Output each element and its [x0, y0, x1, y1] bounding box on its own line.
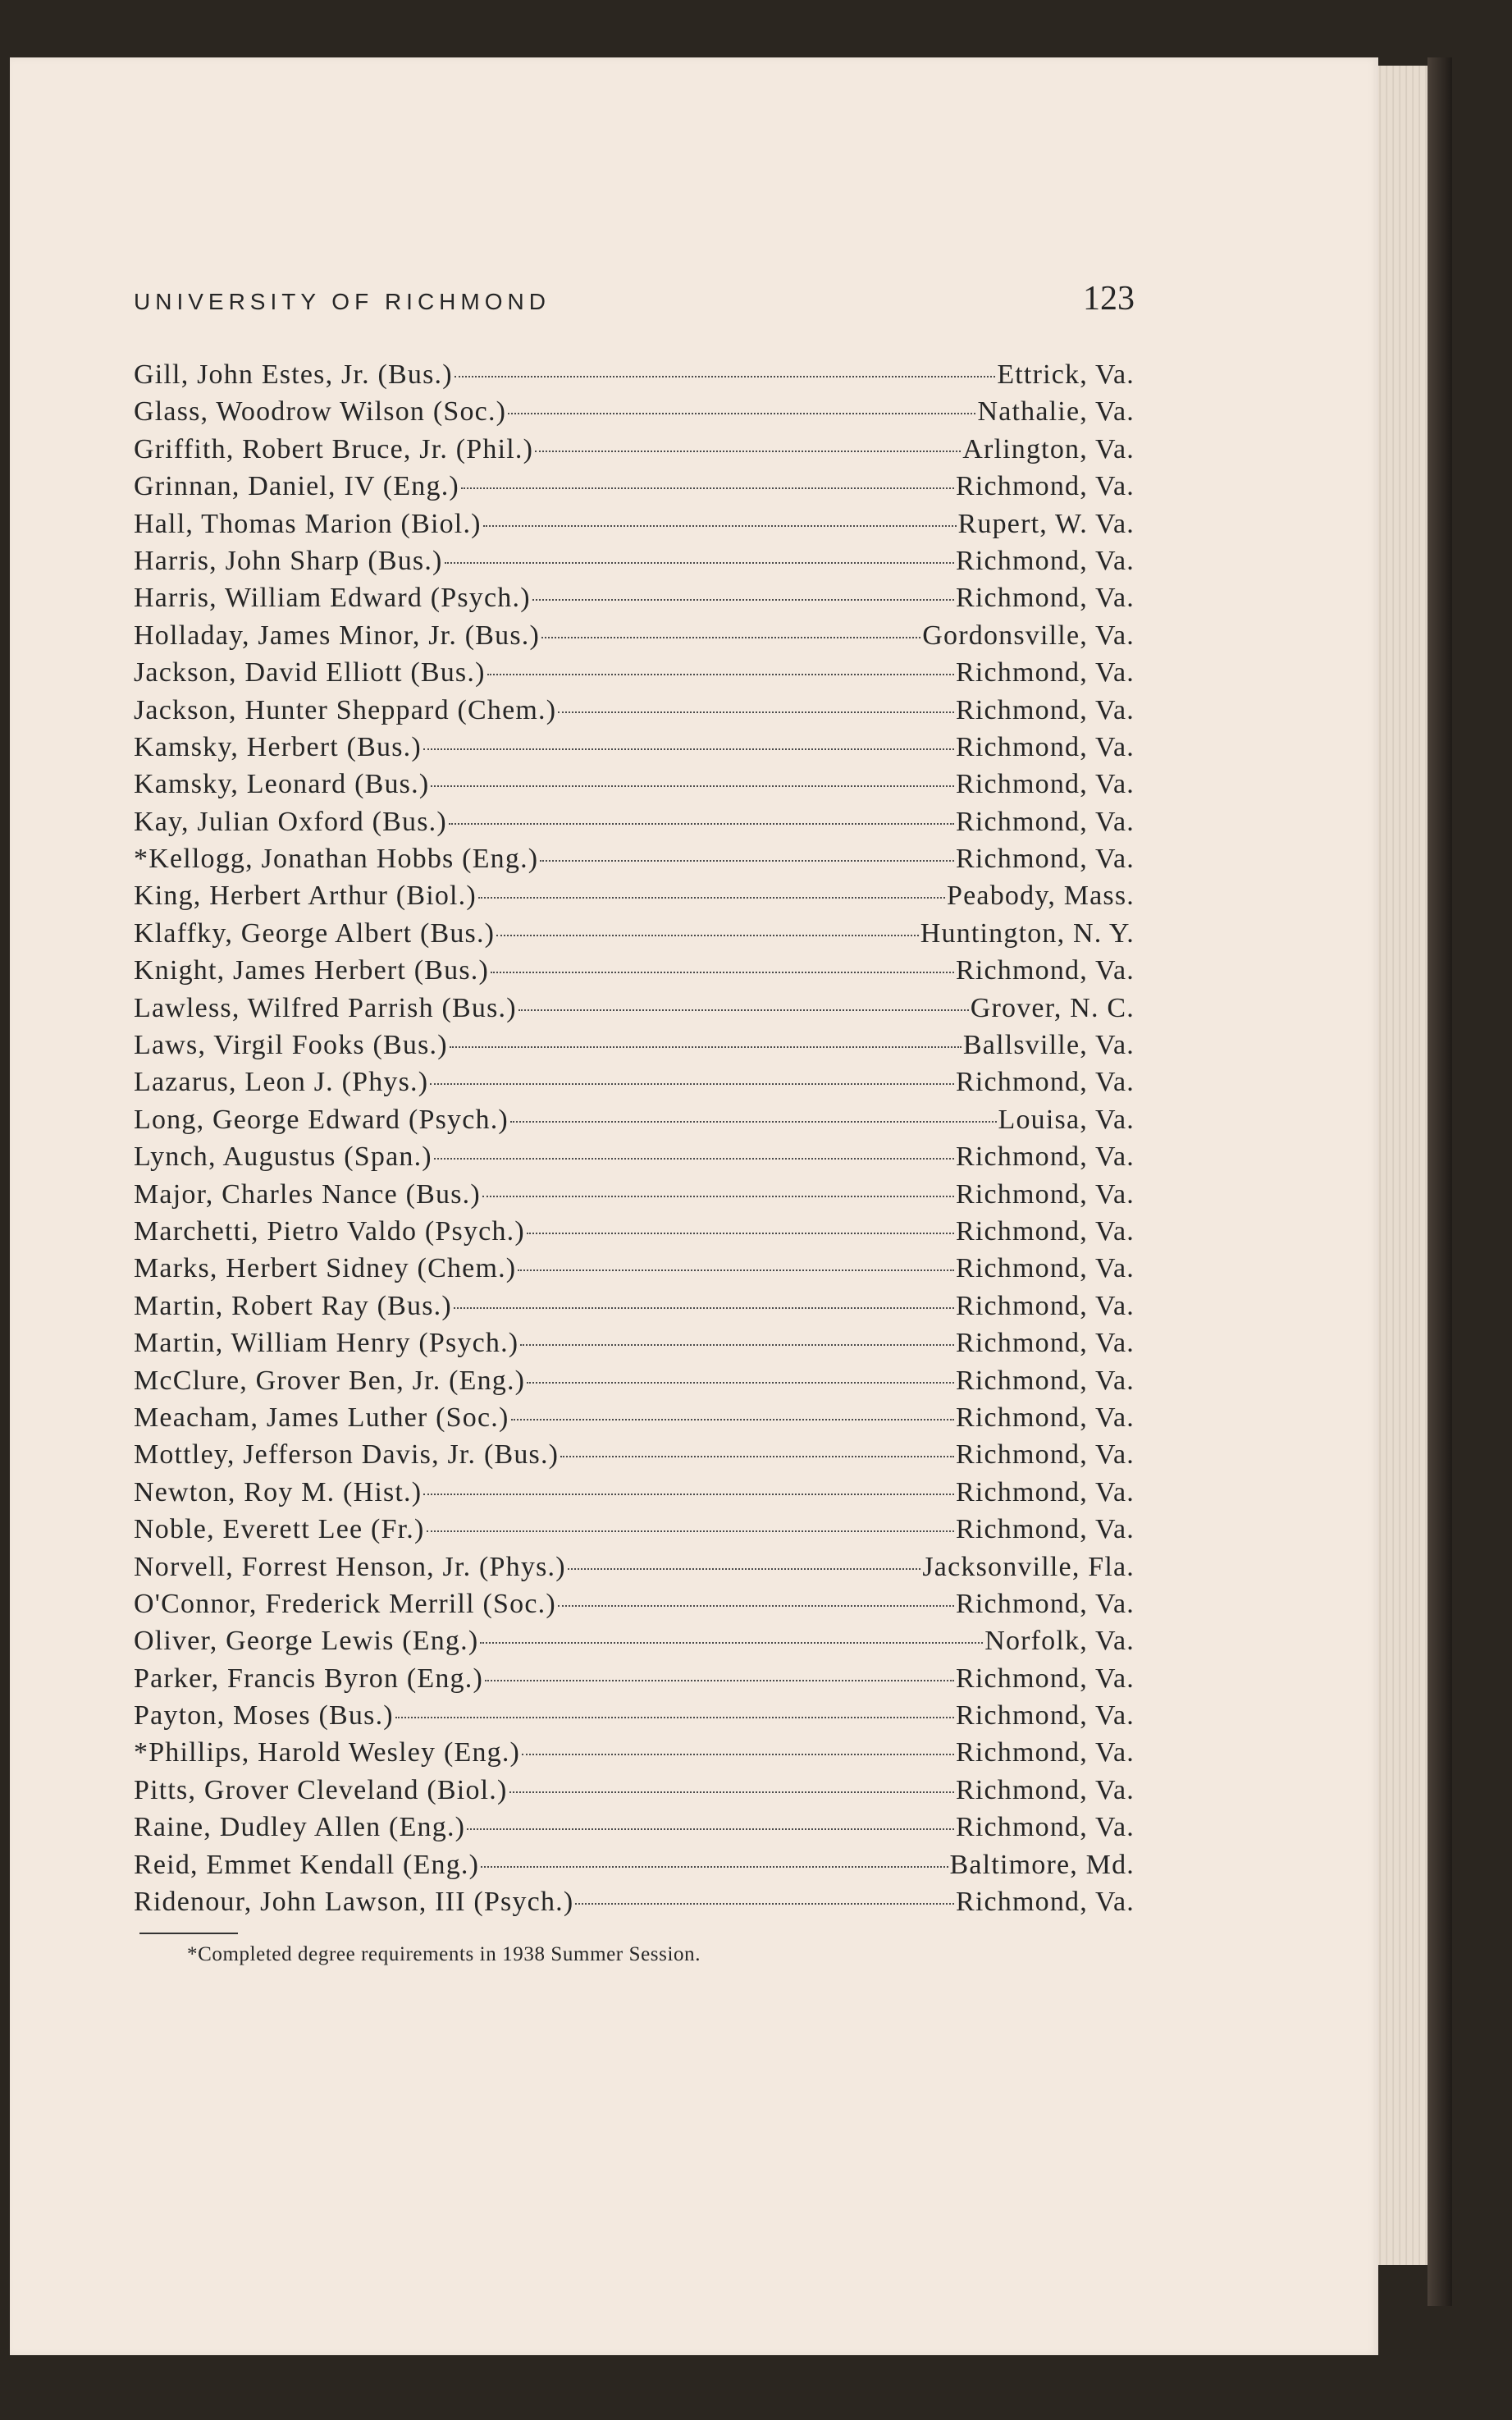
student-name: Harris, John Sharp (Bus.) [134, 545, 443, 576]
list-item [134, 769, 1135, 806]
dot-leader [478, 897, 945, 899]
list-item [134, 1216, 1135, 1253]
student-name: Holladay, James Minor, Jr. (Bus.) [134, 620, 540, 651]
student-name: *Kellogg, Jonathan Hobbs (Eng.) [134, 844, 539, 875]
student-name: Major, Charles Nance (Bus.) [134, 1178, 481, 1210]
list-item [134, 993, 1135, 1030]
hometown: Richmond, Va. [955, 1700, 1135, 1732]
hometown: Richmond, Va. [955, 1737, 1135, 1768]
dot-leader [485, 1680, 954, 1681]
hometown: Richmond, Va. [955, 1328, 1135, 1359]
list-item [134, 1663, 1135, 1700]
hometown: Peabody, Mass. [947, 881, 1135, 912]
student-name: Klaffky, George Albert (Bus.) [134, 917, 496, 949]
student-name: Kay, Julian Oxford (Bus.) [134, 806, 447, 837]
student-name: O'Connor, Frederick Merrill (Soc.) [134, 1588, 556, 1619]
student-name: Lynch, Augustus (Span.) [134, 1141, 432, 1173]
dot-leader [423, 1494, 954, 1495]
student-name: Kamsky, Herbert (Bus.) [134, 731, 422, 762]
student-name: Grinnan, Daniel, IV (Eng.) [134, 471, 459, 502]
list-item [134, 918, 1135, 955]
student-name: Marchetti, Pietro Valdo (Psych.) [134, 1215, 525, 1247]
student-name: Knight, James Herbert (Bus.) [134, 955, 490, 986]
hometown: Rupert, W. Va. [957, 508, 1135, 539]
list-item [134, 1626, 1135, 1663]
dot-leader [511, 1419, 954, 1420]
list-item [134, 1589, 1135, 1626]
student-name: Ridenour, John Lawson, III (Psych.) [134, 1887, 574, 1918]
hometown: Richmond, Va. [955, 731, 1135, 762]
student-name: Marks, Herbert Sidney (Chem.) [134, 1253, 517, 1284]
student-name: Martin, William Henry (Psych.) [134, 1328, 519, 1359]
student-name: Noble, Everett Lee (Fr.) [134, 1514, 425, 1545]
dot-leader [481, 1866, 948, 1868]
dot-leader [455, 376, 996, 377]
student-name: Reid, Emmet Kendall (Eng.) [134, 1849, 480, 1880]
hometown: Richmond, Va. [955, 1365, 1135, 1396]
list-item [134, 1328, 1135, 1365]
dot-leader [445, 562, 954, 564]
hometown: Richmond, Va. [955, 657, 1135, 688]
footnote: *Completed degree requirements in 1938 Summer Session. [187, 1943, 701, 1965]
list-item [134, 434, 1135, 471]
list-item [134, 1850, 1135, 1887]
student-name: Martin, Robert Ray (Bus.) [134, 1290, 452, 1321]
student-name: Pitts, Grover Cleveland (Biol.) [134, 1774, 508, 1805]
student-name: Laws, Virgil Fooks (Bus.) [134, 1030, 448, 1061]
list-item [134, 471, 1135, 508]
hometown: Arlington, Va. [962, 433, 1135, 464]
student-name: Mottley, Jefferson Davis, Jr. (Bus.) [134, 1439, 560, 1471]
student-name: Raine, Dudley Allen (Eng.) [134, 1812, 466, 1843]
dot-leader [480, 1642, 983, 1644]
hometown: Richmond, Va. [955, 1663, 1135, 1694]
hometown: Norfolk, Va. [984, 1626, 1135, 1657]
footnote-rule [139, 1933, 238, 1934]
dot-leader [509, 1791, 954, 1793]
dot-leader [427, 1530, 954, 1532]
student-name: Newton, Roy M. (Hist.) [134, 1476, 423, 1507]
book-cover-edge [1427, 57, 1452, 2306]
dot-leader [518, 1009, 969, 1011]
list-item [134, 620, 1135, 657]
hometown: Richmond, Va. [955, 844, 1135, 875]
hometown: Richmond, Va. [955, 471, 1135, 502]
hometown: Richmond, Va. [955, 1290, 1135, 1321]
list-item [134, 1253, 1135, 1290]
list-item [134, 1775, 1135, 1812]
dot-leader [568, 1568, 921, 1570]
hometown: Richmond, Va. [955, 1253, 1135, 1284]
list-item [134, 1366, 1135, 1402]
dot-leader [434, 1158, 954, 1160]
hometown: Richmond, Va. [955, 1067, 1135, 1098]
dot-leader [518, 1269, 954, 1271]
hometown: Richmond, Va. [955, 1439, 1135, 1471]
dot-leader [431, 785, 954, 787]
dot-leader [487, 674, 954, 675]
student-name: Payton, Moses (Bus.) [134, 1700, 394, 1732]
dot-leader [461, 487, 954, 489]
list-item [134, 1030, 1135, 1067]
hometown: Richmond, Va. [955, 1402, 1135, 1433]
dot-leader [540, 860, 954, 862]
student-name: Harris, William Edward (Psych.) [134, 583, 531, 614]
dot-leader [449, 823, 954, 825]
hometown: Huntington, N. Y. [920, 917, 1135, 949]
hometown: Richmond, Va. [955, 545, 1135, 576]
hometown: Richmond, Va. [955, 955, 1135, 986]
dot-leader [496, 935, 919, 936]
dot-leader [454, 1307, 954, 1309]
student-name: King, Herbert Arthur (Biol.) [134, 881, 477, 912]
student-name: Jackson, Hunter Sheppard (Chem.) [134, 694, 557, 725]
hometown: Louisa, Va. [998, 1104, 1135, 1135]
hometown: Richmond, Va. [955, 769, 1135, 800]
dot-leader [560, 1456, 954, 1457]
student-name: *Phillips, Harold Wesley (Eng.) [134, 1737, 521, 1768]
dot-leader [520, 1344, 954, 1346]
dot-leader [522, 1754, 954, 1755]
hometown: Richmond, Va. [955, 1215, 1135, 1247]
list-item [134, 1514, 1135, 1551]
list-item [134, 1552, 1135, 1589]
list-item [134, 881, 1135, 917]
student-list [134, 359, 1135, 1924]
student-name: Hall, Thomas Marion (Biol.) [134, 508, 482, 539]
student-name: Gill, John Estes, Jr. (Bus.) [134, 359, 453, 390]
list-item [134, 844, 1135, 881]
dot-leader [575, 1903, 954, 1905]
dot-leader [467, 1828, 954, 1830]
dot-leader [510, 1121, 997, 1123]
dot-leader [508, 413, 975, 414]
hometown: Grover, N. C. [970, 992, 1135, 1023]
dot-leader [482, 1196, 954, 1197]
hometown: Richmond, Va. [955, 1514, 1135, 1545]
dot-leader [430, 1083, 954, 1085]
hometown: Nathalie, Va. [977, 396, 1135, 428]
dot-leader [532, 599, 954, 601]
list-item [134, 807, 1135, 844]
dot-leader [558, 711, 954, 713]
hometown: Richmond, Va. [955, 1774, 1135, 1805]
hometown: Baltimore, Md. [949, 1849, 1135, 1880]
page-header [134, 279, 1135, 318]
hometown: Richmond, Va. [955, 1588, 1135, 1619]
hometown: Ettrick, Va. [997, 359, 1135, 390]
list-item [134, 1439, 1135, 1476]
list-item [134, 955, 1135, 992]
list-item [134, 1291, 1135, 1328]
dot-leader [483, 525, 957, 527]
hometown: Ballsville, Va. [962, 1030, 1135, 1061]
list-item [134, 509, 1135, 546]
list-item [134, 1477, 1135, 1514]
list-item [134, 695, 1135, 732]
hometown: Jacksonville, Fla. [922, 1551, 1135, 1582]
list-item [134, 583, 1135, 620]
dot-leader [527, 1233, 954, 1234]
hometown: Richmond, Va. [955, 694, 1135, 725]
list-item [134, 1737, 1135, 1774]
hometown: Gordonsville, Va. [922, 620, 1135, 651]
running-head: UNIVERSITY OF RICHMOND [134, 289, 550, 314]
list-item [134, 359, 1135, 396]
student-name: Oliver, George Lewis (Eng.) [134, 1626, 479, 1657]
dot-leader [395, 1717, 954, 1718]
dot-leader [450, 1046, 962, 1048]
dot-leader [558, 1605, 954, 1607]
list-item [134, 1887, 1135, 1924]
list-item [134, 1700, 1135, 1737]
hometown: Richmond, Va. [955, 1141, 1135, 1173]
list-item [134, 1402, 1135, 1439]
list-item [134, 1105, 1135, 1141]
list-item [134, 1812, 1135, 1849]
hometown: Richmond, Va. [955, 1812, 1135, 1843]
list-item [134, 1179, 1135, 1216]
student-name: Meacham, James Luther (Soc.) [134, 1402, 509, 1433]
dot-leader [527, 1382, 954, 1384]
student-name: Glass, Woodrow Wilson (Soc.) [134, 396, 507, 428]
list-item [134, 396, 1135, 433]
student-name: McClure, Grover Ben, Jr. (Eng.) [134, 1365, 526, 1396]
list-item [134, 1067, 1135, 1104]
hometown: Richmond, Va. [955, 1476, 1135, 1507]
student-name: Jackson, David Elliott (Bus.) [134, 657, 486, 688]
student-name: Lawless, Wilfred Parrish (Bus.) [134, 992, 517, 1023]
list-item [134, 732, 1135, 769]
page-number: 123 [1083, 280, 1135, 318]
list-item [134, 657, 1135, 694]
dot-leader [491, 972, 954, 973]
list-item [134, 546, 1135, 583]
student-name: Lazarus, Leon J. (Phys.) [134, 1067, 429, 1098]
student-name: Long, George Edward (Psych.) [134, 1104, 509, 1135]
dot-leader [535, 451, 961, 452]
hometown: Richmond, Va. [955, 806, 1135, 837]
dot-leader [541, 637, 920, 638]
list-item [134, 1141, 1135, 1178]
dot-leader [423, 748, 954, 750]
hometown: Richmond, Va. [955, 1887, 1135, 1918]
student-name: Norvell, Forrest Henson, Jr. (Phys.) [134, 1551, 566, 1582]
hometown: Richmond, Va. [955, 1178, 1135, 1210]
hometown: Richmond, Va. [955, 583, 1135, 614]
student-name: Kamsky, Leonard (Bus.) [134, 769, 430, 800]
student-name: Griffith, Robert Bruce, Jr. (Phil.) [134, 433, 534, 464]
student-name: Parker, Francis Byron (Eng.) [134, 1663, 483, 1694]
